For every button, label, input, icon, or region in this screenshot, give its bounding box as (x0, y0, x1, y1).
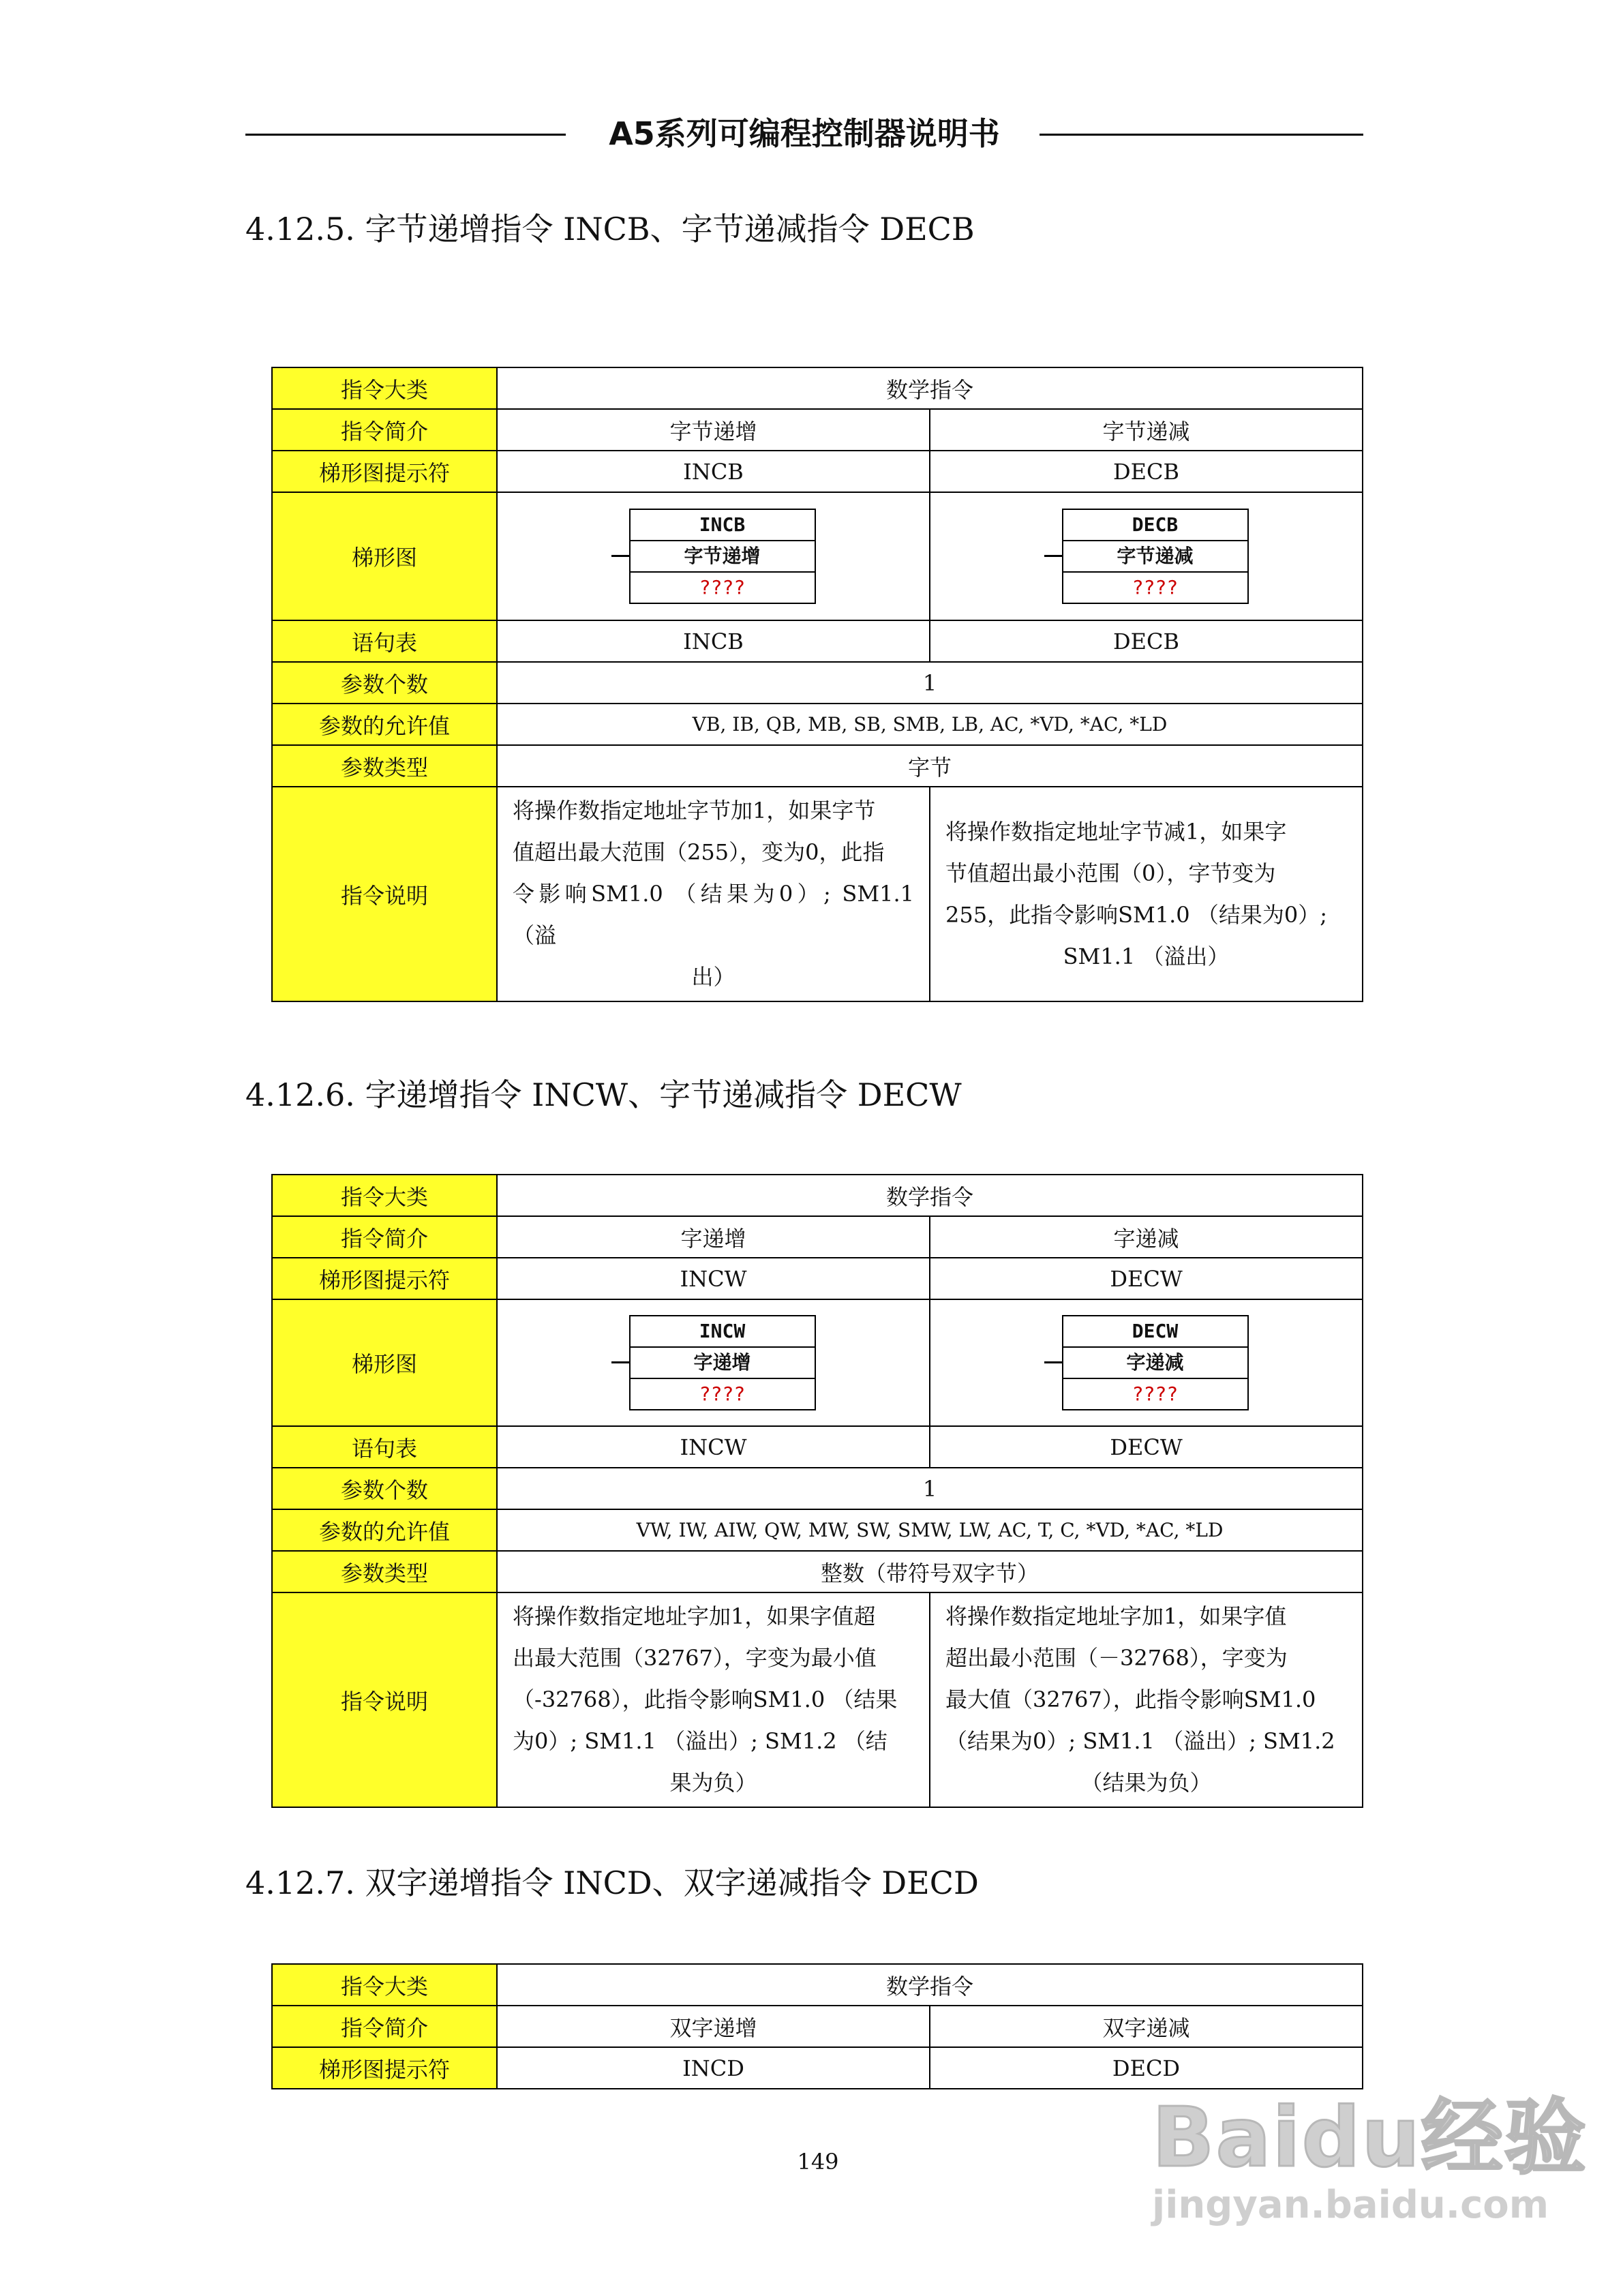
row-label: 指令大类 (272, 1964, 497, 2006)
row-value: VW, IW, AIW, QW, MW, SW, SMW, LW, AC, T, C, *VD, *AC, *LD (497, 1509, 1363, 1551)
row-value: 数学指令 (497, 1964, 1363, 2006)
desc-line: 将操作数指定地址字加1，如果字值 (945, 1603, 1287, 1629)
row-value-left: INCD (497, 2047, 930, 2089)
table-row (272, 1964, 1363, 2006)
table-row (272, 1426, 1363, 1468)
row-label: 参数的允许值 (272, 1509, 497, 1551)
ladder-block-incb (611, 509, 816, 604)
row-label: 指令大类 (272, 1175, 497, 1216)
table-row (272, 704, 1363, 745)
desc-line: 为0）; SM1.1 （溢出）; SM1.2 （结 (513, 1728, 888, 1754)
table-row (272, 1258, 1363, 1299)
desc-line: 果为负） (669, 1770, 757, 1796)
table-row (272, 2006, 1363, 2047)
ladder-wire (611, 555, 629, 557)
desc-line: 将操作数指定地址字节减1，如果字 (945, 818, 1287, 845)
desc-line: 出） (691, 964, 735, 990)
row-value: 1 (497, 1468, 1363, 1509)
ladder-block-incw (611, 1315, 816, 1410)
ladder-wire (611, 1361, 629, 1363)
row-value-left: INCB (497, 620, 930, 662)
row-value-left: INCB (497, 451, 930, 492)
row-label: 参数个数 (272, 1468, 497, 1509)
ladder-name: DECB (1063, 510, 1247, 541)
row-value-right: 字节递减 (930, 409, 1363, 451)
desc-line: 将操作数指定地址字节加1，如果字节 (513, 798, 876, 824)
row-label: 梯形图 (272, 1299, 497, 1426)
row-label: 梯形图提示符 (272, 2047, 497, 2089)
ladder-cell-right (930, 492, 1363, 620)
watermark-url: jingyan.baidu.com (1152, 2183, 1549, 2227)
spec-table-incd (271, 1963, 1363, 2089)
section-heading-incb: 4.12.5. 字节递增指令 INCB、字节递减指令 DECB (245, 211, 975, 247)
desc-line: 令影响SM1.0 （结果为0）; SM1.1 （溢 (513, 881, 914, 948)
header-rule-right (1040, 134, 1363, 136)
row-label: 梯形图提示符 (272, 451, 497, 492)
row-label: 指令简介 (272, 2006, 497, 2047)
row-label: 语句表 (272, 620, 497, 662)
ladder-cell-left (497, 1299, 930, 1426)
row-label: 参数类型 (272, 1551, 497, 1592)
row-label: 梯形图提示符 (272, 1258, 497, 1299)
table-row (272, 1299, 1363, 1426)
table-row (272, 1175, 1363, 1216)
row-value-left: 字节递增 (497, 409, 930, 451)
table-row (272, 1551, 1363, 1592)
ladder-block-decb (1044, 509, 1249, 604)
row-value-right: DECW (930, 1426, 1363, 1468)
desc-line: 节值超出最小范围（0），字节变为 (945, 860, 1276, 886)
table-row (272, 662, 1363, 704)
row-value-left: 双字递增 (497, 2006, 930, 2047)
spec-table-incw (271, 1174, 1363, 1808)
desc-line: （结果为负） (1080, 1770, 1212, 1796)
row-label: 参数类型 (272, 745, 497, 787)
ladder-cell-right (930, 1299, 1363, 1426)
ladder-name: INCB (631, 510, 815, 541)
page-header (245, 109, 1363, 164)
watermark-logo: Baidu经验 (1152, 2091, 1588, 2186)
table-row (272, 1216, 1363, 1258)
row-label: 指令大类 (272, 367, 497, 409)
row-value-right: DECB (930, 451, 1363, 492)
row-value-right: 字递减 (930, 1216, 1363, 1258)
row-label: 参数个数 (272, 662, 497, 704)
desc-line: 值超出最大范围（255），变为0，此指 (513, 839, 885, 865)
ladder-sub: 字递增 (631, 1348, 815, 1379)
row-label: 语句表 (272, 1426, 497, 1468)
desc-right (930, 1592, 1363, 1807)
table-row (272, 409, 1363, 451)
row-value-right: DECB (930, 620, 1363, 662)
desc-line: 出最大范围（32767），字变为最小值 (513, 1645, 877, 1671)
ladder-cell-left (497, 492, 930, 620)
row-value-right: DECW (930, 1258, 1363, 1299)
table-row (272, 1509, 1363, 1551)
desc-line: 最大值（32767），此指令影响SM1.0 (945, 1687, 1316, 1712)
header-rule-left (245, 134, 566, 136)
ladder-sub: 字节递增 (631, 541, 815, 573)
ladder-name: DECW (1063, 1316, 1247, 1348)
ladder-box (629, 509, 816, 604)
ladder-box (629, 1315, 816, 1410)
desc-line: 将操作数指定地址字加1，如果字值超 (513, 1603, 876, 1629)
section-heading-incd: 4.12.7. 双字递增指令 INCD、双字递减指令 DECD (245, 1864, 979, 1901)
header-title: A5系列可编程控制器说明书 (609, 115, 1000, 152)
row-value: 数学指令 (497, 1175, 1363, 1216)
row-value-left: INCW (497, 1258, 930, 1299)
ladder-box (1062, 1315, 1249, 1410)
table-row (272, 492, 1363, 620)
ladder-sub: 字递减 (1063, 1348, 1247, 1379)
ladder-block-decw (1044, 1315, 1249, 1410)
desc-line: SM1.1 （溢出） (1063, 943, 1230, 969)
row-value-right: DECD (930, 2047, 1363, 2089)
ladder-operand: ???? (699, 576, 746, 599)
table-row (272, 620, 1363, 662)
table-row (272, 1592, 1363, 1807)
ladder-box (1062, 509, 1249, 604)
desc-line: （-32768），此指令影响SM1.0 （结果 (513, 1687, 898, 1712)
page-number: 149 (797, 2149, 839, 2175)
row-value: 字节 (497, 745, 1363, 787)
ladder-operand: ???? (1132, 1383, 1179, 1405)
row-value-left: INCW (497, 1426, 930, 1468)
section-heading-incw: 4.12.6. 字递增指令 INCW、字节递减指令 DECW (245, 1076, 962, 1113)
row-value-right: 双字递减 (930, 2006, 1363, 2047)
table-row (272, 745, 1363, 787)
table-row (272, 1468, 1363, 1509)
row-label: 参数的允许值 (272, 704, 497, 745)
ladder-sub: 字节递减 (1063, 541, 1247, 573)
row-label: 梯形图 (272, 492, 497, 620)
ladder-operand: ???? (1132, 576, 1179, 599)
desc-left (497, 787, 930, 1001)
ladder-name: INCW (631, 1316, 815, 1348)
row-value: 1 (497, 662, 1363, 704)
baidu-watermark (1152, 2072, 1588, 2277)
table-row (272, 367, 1363, 409)
ladder-wire (1044, 555, 1062, 557)
row-value: VB, IB, QB, MB, SB, SMB, LB, AC, *VD, *AC, *LD (497, 704, 1363, 745)
desc-line: 超出最小范围（－32768），字变为 (945, 1645, 1288, 1671)
row-label: 指令说明 (272, 1592, 497, 1807)
table-row (272, 451, 1363, 492)
desc-line: 255，此指令影响SM1.0 （结果为0）; (945, 901, 1327, 928)
desc-right (930, 787, 1363, 1001)
row-value: 数学指令 (497, 367, 1363, 409)
spec-table-incb (271, 367, 1363, 1002)
row-value: 整数（带符号双字节） (497, 1551, 1363, 1592)
row-value-left: 字递增 (497, 1216, 930, 1258)
ladder-operand: ???? (699, 1383, 746, 1405)
desc-left (497, 1592, 930, 1807)
row-label: 指令说明 (272, 787, 497, 1001)
desc-line: （结果为0）; SM1.1 （溢出）; SM1.2 (945, 1728, 1335, 1754)
row-label: 指令简介 (272, 1216, 497, 1258)
row-label: 指令简介 (272, 409, 497, 451)
ladder-wire (1044, 1361, 1062, 1363)
table-row (272, 787, 1363, 1001)
